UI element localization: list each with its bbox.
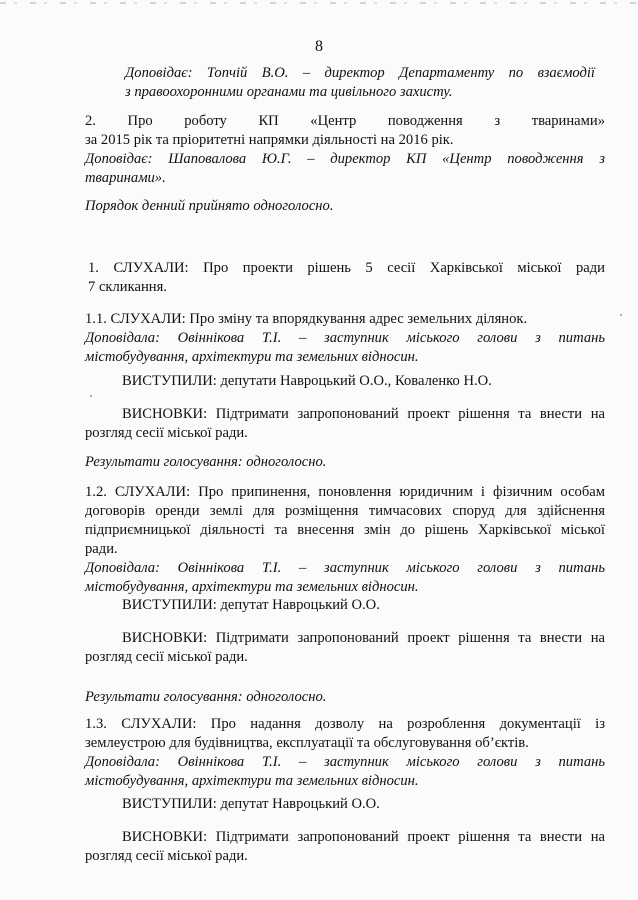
conclusion-line: розгляд сесії міської ради. — [85, 425, 248, 441]
heard-line: 1.2. СЛУХАЛИ: Про припинення, поновлення юридичним і фізичним особам — [85, 484, 605, 500]
item-1-3-conclusion — [85, 828, 605, 866]
agenda-item-title-line: 2. Про роботу КП «Центр поводження з тваринами» — [85, 113, 605, 129]
item-1-1-spoke: ВИСТУПИЛИ: депутати Навроцький О.О., Коваленко Н.О. — [122, 373, 492, 389]
reporter-line: Доповідала: Овіннікова Т.І. – заступник міського голови з питань — [85, 560, 605, 576]
conclusion-line: ВИСНОВКИ: Підтримати запропонований проект рішення та внести на — [122, 829, 605, 845]
heard-line: 1.3. СЛУХАЛИ: Про надання дозволу на розроблення документації із — [85, 716, 605, 732]
conclusion-line: розгляд сесії міської ради. — [85, 649, 248, 665]
scan-speck — [620, 314, 622, 316]
reporter-line: Доповідала: Овіннікова Т.І. – заступник міського голови з питань — [85, 330, 605, 346]
agenda-item-title-line: за 2015 рік та пріоритетні напрямки діяльності на 2016 рік. — [85, 132, 454, 148]
section-1-heard — [88, 259, 605, 297]
heard-line: 1. СЛУХАЛИ: Про проекти рішень 5 сесії Харківської міської ради — [88, 260, 605, 276]
scan-speck — [90, 395, 92, 397]
agenda-item-reporter-line: Доповідає: Шаповалова Ю.Г. – директор КП «Центр поводження з — [85, 151, 605, 167]
scan-artifact-line — [0, 2, 638, 4]
item-1-1-vote: Результати голосування: одноголосно. — [85, 454, 327, 470]
page-number: 8 — [315, 38, 323, 55]
reporter-line: містобудування, архітектури та земельних відносин. — [85, 579, 419, 595]
item-1-1-heard — [85, 310, 605, 367]
intro-reporter — [125, 64, 595, 102]
heard-line: підприємницької діяльності та внесення змін до рішень Харківської міської — [85, 522, 605, 538]
item-1-2-heard — [85, 483, 605, 597]
item-1-3-heard — [85, 715, 605, 791]
reporter-line: Доповідала: Овіннікова Т.І. – заступник міського голови з питань — [85, 754, 605, 770]
heard-line: 1.1. СЛУХАЛИ: Про зміну та впорядкування адрес земельних ділянок. — [85, 311, 528, 327]
heard-line: ради. — [85, 541, 118, 557]
agenda-adopted-note: Порядок денний прийнято одноголосно. — [85, 198, 334, 214]
conclusion-line: ВИСНОВКИ: Підтримати запропонований проект рішення та внести на — [122, 406, 605, 422]
intro-reporter-line: Доповідає: Топчій В.О. – директор Департаменту по взаємодії — [125, 65, 595, 81]
agenda-item-reporter-line: тваринами». — [85, 170, 166, 186]
reporter-line: містобудування, архітектури та земельних відносин. — [85, 349, 419, 365]
item-1-3-spoke: ВИСТУПИЛИ: депутат Навроцький О.О. — [122, 796, 380, 812]
agenda-item-2 — [85, 112, 605, 188]
intro-reporter-line: з правоохоронними органами та цивільного захисту. — [125, 84, 453, 100]
conclusion-line: ВИСНОВКИ: Підтримати запропонований проект рішення та внести на — [122, 630, 605, 646]
heard-line: землеустрою для будівництва, експлуатації та обслуговування об’єктів. — [85, 735, 529, 751]
item-1-1-conclusion — [85, 405, 605, 443]
conclusion-line: розгляд сесії міської ради. — [85, 848, 248, 864]
item-1-2-spoke: ВИСТУПИЛИ: депутат Навроцький О.О. — [122, 597, 380, 613]
item-1-2-conclusion — [85, 629, 605, 667]
heard-line: договорів оренди землі для розміщення тимчасових споруд для здійснення — [85, 503, 605, 519]
heard-line: 7 скликання. — [88, 279, 167, 295]
reporter-line: містобудування, архітектури та земельних відносин. — [85, 773, 419, 789]
item-1-2-vote: Результати голосування: одноголосно. — [85, 689, 327, 705]
